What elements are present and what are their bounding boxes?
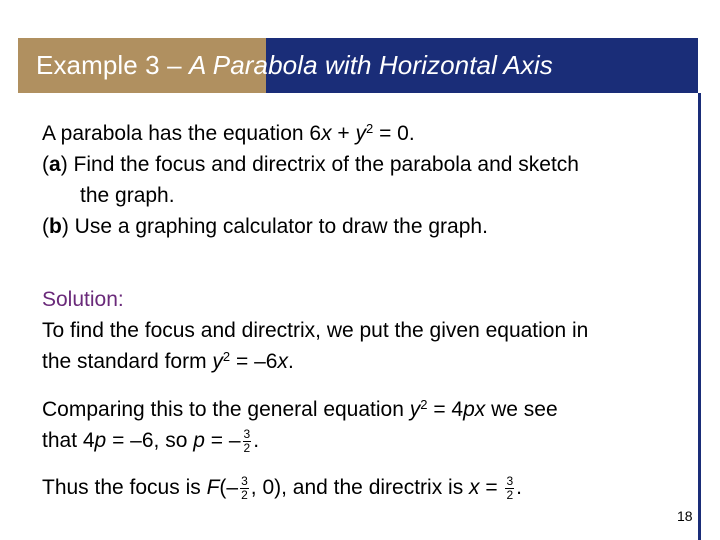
focus-fraction: $\frac{3}{2}$ bbox=[241, 473, 248, 502]
comparing-line-1: Comparing this to the general equation $y^2 = 4px$ we see bbox=[42, 397, 558, 421]
solution-line-2: the standard form $y^2 = -6x$. bbox=[42, 349, 294, 373]
problem-part-a: (a) Find the focus and directrix of the parabola and sketch bbox=[42, 153, 579, 176]
comparing-block bbox=[42, 394, 558, 456]
fraction-three-halves: $\frac{3}{2}$ bbox=[243, 426, 251, 455]
problem-intro: A parabola has the equation $6x + y^2 = 0$. bbox=[42, 121, 415, 145]
conclusion-block bbox=[42, 472, 522, 503]
problem-block bbox=[42, 118, 579, 242]
slide-title bbox=[36, 50, 553, 81]
title-bar bbox=[18, 38, 698, 93]
title-prefix: Example 3 – bbox=[36, 50, 189, 80]
conclusion-line: Thus the focus is F(– $\frac{3}{2}$ , 0), and the directrix is x = $\frac{3}{2}$ . bbox=[42, 473, 523, 502]
right-border-rule bbox=[698, 93, 701, 540]
solution-block bbox=[42, 284, 588, 377]
solution-line-1: To find the focus and directrix, we put the given equation in bbox=[42, 319, 589, 342]
directrix-fraction: $\frac{3}{2}$ bbox=[506, 473, 514, 502]
problem-part-a-continued: the graph. bbox=[80, 184, 175, 207]
title-italic: A Parabola with Horizontal Axis bbox=[188, 50, 553, 80]
solution-label: Solution: bbox=[42, 288, 124, 311]
comparing-line-2: that 4p = –6, so p = – $\frac{3}{2}$ . bbox=[42, 426, 260, 455]
page-number: 18 bbox=[677, 508, 693, 524]
problem-part-b: (b) Use a graphing calculator to draw the graph. bbox=[42, 215, 488, 238]
